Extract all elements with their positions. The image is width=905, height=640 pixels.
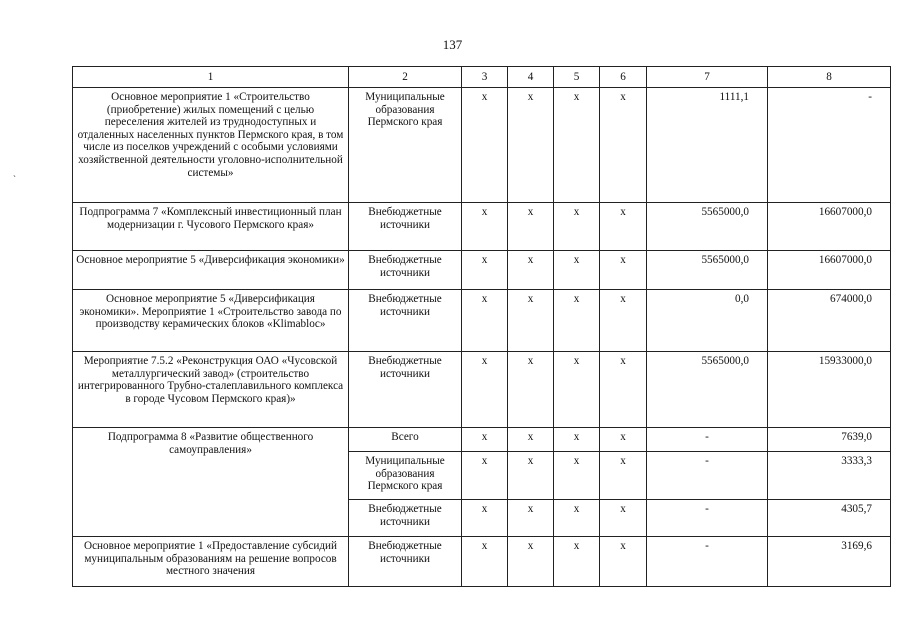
row-col8-cell: 15933000,0 xyxy=(768,352,891,428)
row-col3-cell: x xyxy=(462,500,508,537)
row-col4-cell: x xyxy=(508,500,554,537)
row-col3-cell: x xyxy=(462,428,508,452)
row-col7-cell: 5565000,0 xyxy=(647,352,768,428)
column-header-1: 1 xyxy=(73,67,349,88)
row-name-cell: Основное мероприятие 5 «Диверсификация экономики». Мероприятие 1 «Строительство завода по производству керамических блоков «Klimabloc» xyxy=(73,290,349,352)
row-col6-cell: x xyxy=(600,500,647,537)
row-col5-cell: x xyxy=(554,500,600,537)
row-col4-cell: x xyxy=(508,88,554,203)
row-source-cell: Внебюджетные источники xyxy=(349,251,462,290)
column-header-3: 3 xyxy=(462,67,508,88)
row-col5-cell: x xyxy=(554,352,600,428)
row-col3-cell: x xyxy=(462,452,508,500)
row-col5-cell: x xyxy=(554,203,600,251)
row-col5-cell: x xyxy=(554,88,600,203)
table-row xyxy=(73,251,891,290)
table-header-row xyxy=(73,67,891,88)
table-row xyxy=(73,88,891,203)
row-col5-cell: x xyxy=(554,452,600,500)
page-number: 137 xyxy=(442,37,463,52)
row-name-cell: Основное мероприятие 1 «Строительство (приобретение) жилых помещений с целью переселения жителей из труднодоступных и отдаленных населенных пунктов Пермского края, в том числе из поселков учреждений с особыми условиями хозяйственной деятельности уголовно-исполнительной системы» xyxy=(73,88,349,203)
row-col4-cell: x xyxy=(508,290,554,352)
row-col3-cell: x xyxy=(462,251,508,290)
row-name-cell: Подпрограмма 7 «Комплексный инвестиционный план модернизации г. Чусового Пермского края» xyxy=(73,203,349,251)
row-col5-cell: x xyxy=(554,537,600,587)
row-col7-cell: 5565000,0 xyxy=(647,203,768,251)
table-row xyxy=(73,352,891,428)
row-col8-cell: - xyxy=(768,88,891,203)
table-row xyxy=(73,428,891,452)
row-source-cell: Внебюджетные источники xyxy=(349,500,462,537)
column-header-8: 8 xyxy=(768,67,891,88)
table-row xyxy=(73,537,891,587)
row-col4-cell: x xyxy=(508,352,554,428)
row-col7-cell: 5565000,0 xyxy=(647,251,768,290)
row-col8-cell: 3169,6 xyxy=(768,537,891,587)
row-name-cell: Основное мероприятие 1 «Предоставление субсидий муниципальным образованиям на решение вопросов местного значения xyxy=(73,537,349,587)
column-header-5: 5 xyxy=(554,67,600,88)
row-col5-cell: x xyxy=(554,290,600,352)
column-header-6: 6 xyxy=(600,67,647,88)
row-source-cell: Внебюджетные источники xyxy=(349,203,462,251)
row-col4-cell: x xyxy=(508,428,554,452)
budget-table xyxy=(72,66,891,587)
row-col6-cell: x xyxy=(600,203,647,251)
row-col8-cell: 3333,3 xyxy=(768,452,891,500)
row-source-cell: Всего xyxy=(349,428,462,452)
table-row xyxy=(73,290,891,352)
row-col6-cell: x xyxy=(600,537,647,587)
row-col7-cell: - xyxy=(647,452,768,500)
row-col7-cell: - xyxy=(647,500,768,537)
row-col4-cell: x xyxy=(508,251,554,290)
row-col4-cell: x xyxy=(508,203,554,251)
row-name-cell: Основное мероприятие 5 «Диверсификация экономики» xyxy=(73,251,349,290)
row-col3-cell: x xyxy=(462,88,508,203)
row-col5-cell: x xyxy=(554,251,600,290)
row-source-cell: Муниципальные образования Пермского края xyxy=(349,452,462,500)
row-source-cell: Внебюджетные источники xyxy=(349,537,462,587)
row-col4-cell: x xyxy=(508,537,554,587)
table-row xyxy=(73,203,891,251)
row-col8-cell: 16607000,0 xyxy=(768,203,891,251)
row-col3-cell: x xyxy=(462,352,508,428)
row-name-cell: Мероприятие 7.5.2 «Реконструкция ОАО «Чусовской металлургический завод» (строительство интегрированного Трубно-сталеплавильного комплекса в городе Чусовом Пермского края)» xyxy=(73,352,349,428)
row-col4-cell: x xyxy=(508,452,554,500)
row-source-cell: Внебюджетные источники xyxy=(349,290,462,352)
row-col6-cell: x xyxy=(600,428,647,452)
row-col7-cell: 0,0 xyxy=(647,290,768,352)
row-source-cell: Муниципальные образования Пермского края xyxy=(349,88,462,203)
row-col7-cell: - xyxy=(647,537,768,587)
row-col6-cell: x xyxy=(600,352,647,428)
row-col6-cell: x xyxy=(600,290,647,352)
scan-artifact-mark: ˏ xyxy=(13,167,16,177)
column-header-2: 2 xyxy=(349,67,462,88)
row-col5-cell: x xyxy=(554,428,600,452)
row-col6-cell: x xyxy=(600,88,647,203)
row-col7-cell: - xyxy=(647,428,768,452)
row-col8-cell: 4305,7 xyxy=(768,500,891,537)
row-col3-cell: x xyxy=(462,290,508,352)
row-col8-cell: 16607000,0 xyxy=(768,251,891,290)
column-header-7: 7 xyxy=(647,67,768,88)
row-source-cell: Внебюджетные источники xyxy=(349,352,462,428)
row-col6-cell: x xyxy=(600,452,647,500)
row-col3-cell: x xyxy=(462,203,508,251)
row-col8-cell: 7639,0 xyxy=(768,428,891,452)
row-col6-cell: x xyxy=(600,251,647,290)
row-col7-cell: 1111,1 xyxy=(647,88,768,203)
row-col3-cell: x xyxy=(462,537,508,587)
row-col8-cell: 674000,0 xyxy=(768,290,891,352)
row-name-cell: Подпрограмма 8 «Развитие общественного самоуправления» xyxy=(73,428,349,537)
column-header-4: 4 xyxy=(508,67,554,88)
